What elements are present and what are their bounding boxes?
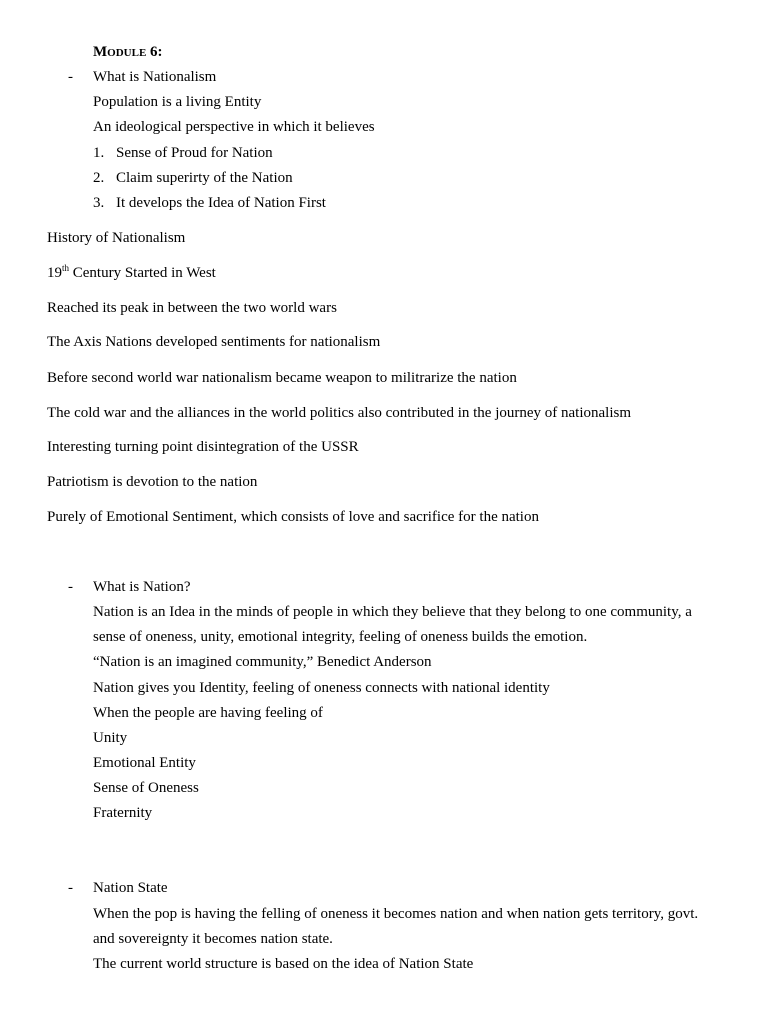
century-number: 19: [47, 265, 62, 281]
list-number: 3.: [93, 195, 105, 211]
history-paragraph: The Axis Nations developed sentiments for nationalism: [47, 334, 381, 350]
module-heading: Module 6:: [93, 44, 163, 60]
history-title: History of Nationalism: [47, 230, 186, 246]
section2-line5: When the people are having feeling of: [93, 705, 323, 721]
list-item: Sense of Proud for Nation: [116, 145, 273, 161]
century-superscript: th: [62, 263, 70, 273]
list-number: 2.: [93, 170, 105, 186]
century-text: Century Started in West: [69, 265, 216, 281]
section2-line2: sense of oneness, unity, emotional integrity, feeling of oneness builds the emotion.: [93, 629, 588, 645]
section3-title: Nation State: [93, 880, 168, 896]
history-paragraph: Before second world war nationalism became weapon to militrarize the nation: [47, 370, 517, 386]
section2-bullet: -: [68, 579, 73, 595]
history-paragraph: Reached its peak in between the two world wars: [47, 300, 337, 316]
section2-title: What is Nation?: [93, 579, 191, 595]
history-paragraph: Purely of Emotional Sentiment, which consists of love and sacrifice for the nation: [47, 509, 539, 525]
section2-line1: Nation is an Idea in the minds of people in which they believe that they belong to one community, a: [93, 604, 692, 620]
section2-quote: “Nation is an imagined community,” Benedict Anderson: [93, 654, 432, 670]
section1-bullet: -: [68, 69, 73, 85]
section1-line1: Population is a living Entity: [93, 94, 262, 110]
list-item: It develops the Idea of Nation First: [116, 195, 326, 211]
section3-line3: The current world structure is based on the idea of Nation State: [93, 956, 474, 972]
list-number: 1.: [93, 145, 105, 161]
history-paragraph: Interesting turning point disintegration of the USSR: [47, 439, 359, 455]
history-paragraph: The cold war and the alliances in the world politics also contributed in the journey of nationalism: [47, 405, 632, 421]
feeling-item: Unity: [93, 730, 128, 746]
feeling-item: Fraternity: [93, 805, 153, 821]
section2-line4: Nation gives you Identity, feeling of oneness connects with national identity: [93, 680, 550, 696]
history-paragraph: Patriotism is devotion to the nation: [47, 474, 258, 490]
list-item: Claim superirty of the Nation: [116, 170, 293, 186]
history-century: [47, 264, 216, 282]
feeling-item: Sense of Oneness: [93, 780, 199, 796]
section3-line2: and sovereignty it becomes nation state.: [93, 931, 333, 947]
section1-line2: An ideological perspective in which it believes: [93, 119, 375, 135]
section1-title: What is Nationalism: [93, 69, 217, 85]
feeling-item: Emotional Entity: [93, 755, 196, 771]
section3-bullet: -: [68, 880, 73, 896]
section3-line1: When the pop is having the felling of oneness it becomes nation and when nation gets territory, govt.: [93, 906, 699, 922]
